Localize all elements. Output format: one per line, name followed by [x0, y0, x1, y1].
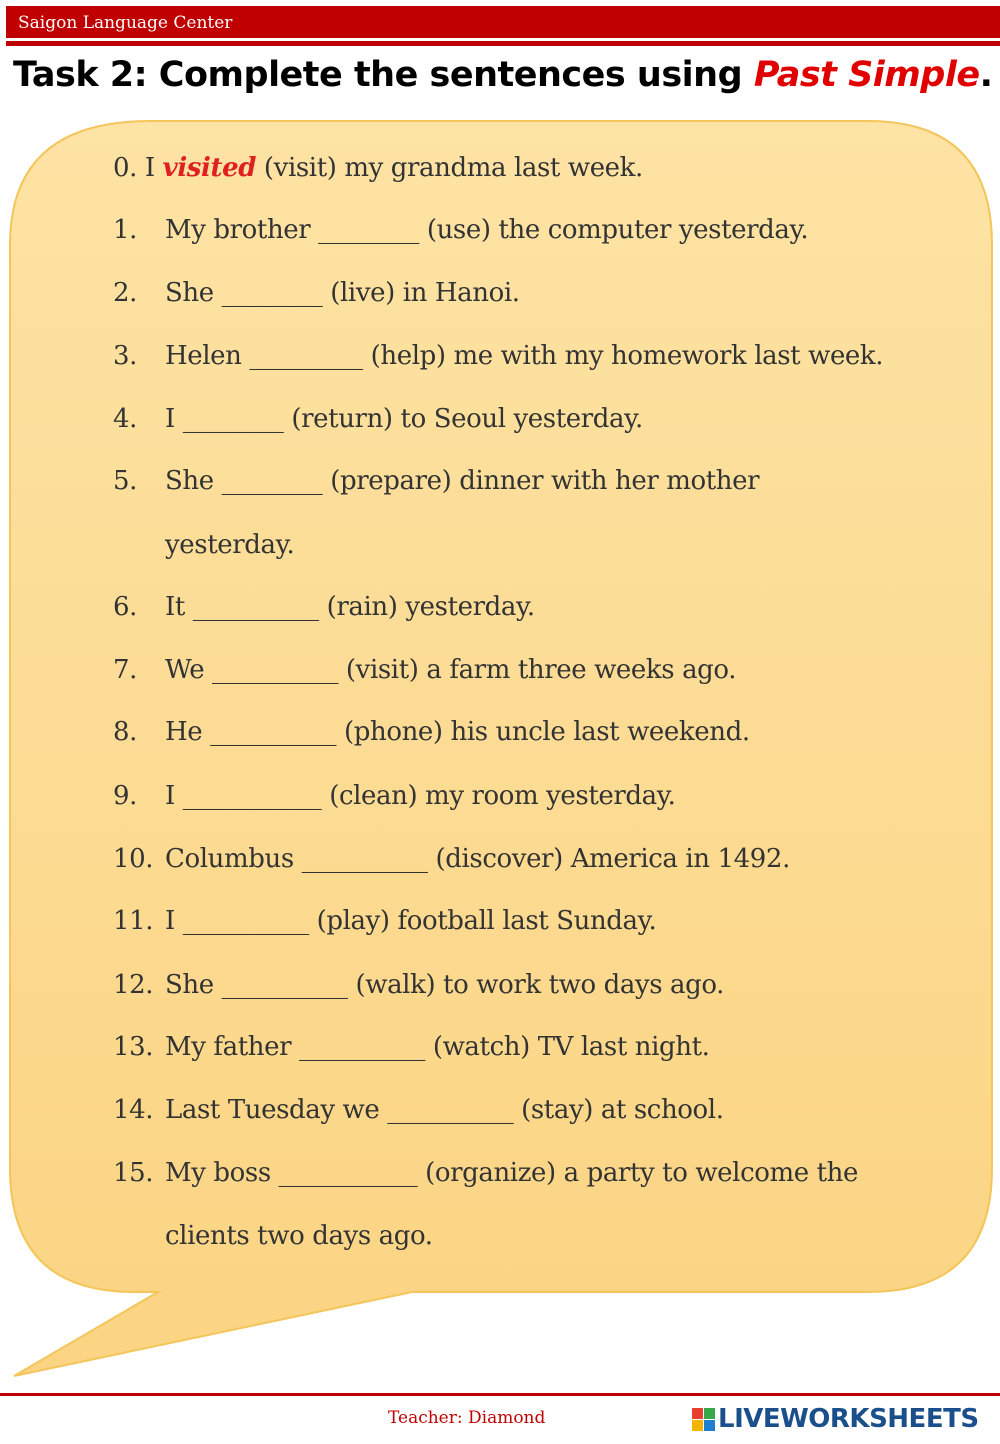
item-text: I ________ (return) to Seoul yesterday.	[165, 404, 643, 434]
item-text: Helen _________ (help) me with my homework last week.	[165, 341, 884, 371]
item-text: She __________ (walk) to work two days ago.	[165, 970, 725, 1000]
example-lead: 0. I	[113, 153, 163, 183]
item-number: 11.	[113, 906, 154, 936]
example-rest: (visit) my grandma last week.	[256, 153, 643, 183]
item-text: He __________ (phone) his uncle last weekend.	[165, 717, 750, 747]
item-text: Last Tuesday we __________ (stay) at school.	[165, 1095, 724, 1125]
item-number: 4.	[113, 404, 138, 434]
task-title-suffix: .	[979, 55, 993, 95]
footer-divider	[0, 1393, 1000, 1396]
liveworksheets-brand: LIVEWORKSHEETS	[718, 1404, 979, 1434]
footer-teacher: Teacher: Diamond	[388, 1408, 546, 1428]
task-title-prefix: Task 2: Complete the sentences using	[13, 55, 754, 95]
example-answer: visited	[162, 153, 257, 183]
item-text: yesterday.	[165, 530, 295, 560]
item-text: She ________ (live) in Hanoi.	[165, 278, 520, 308]
item-text: My father __________ (watch) TV last night.	[165, 1032, 710, 1062]
liveworksheets-logo-icon	[692, 1408, 716, 1432]
item-text: We __________ (visit) a farm three weeks ago.	[165, 655, 737, 685]
item-text: It __________ (rain) yesterday.	[165, 592, 535, 622]
item-text: She ________ (prepare) dinner with her mother	[165, 466, 760, 496]
item-number: 3.	[113, 341, 138, 371]
item-number: 10.	[113, 844, 154, 874]
item-number: 15.	[113, 1158, 154, 1188]
item-text: Columbus __________ (discover) America in 1492.	[165, 844, 790, 874]
header-title: Saigon Language Center	[18, 13, 233, 33]
item-number: 8.	[113, 717, 138, 747]
item-number: 2.	[113, 278, 138, 308]
item-text: clients two days ago.	[165, 1221, 433, 1251]
item-number: 13.	[113, 1032, 154, 1062]
item-number: 9.	[113, 781, 138, 811]
item-number: 12.	[113, 970, 154, 1000]
item-text: I __________ (play) football last Sunday.	[165, 906, 657, 936]
item-text: I ___________ (clean) my room yesterday.	[165, 781, 676, 811]
item-number: 1.	[113, 215, 138, 245]
example-sentence	[113, 153, 643, 183]
item-number: 7.	[113, 655, 138, 685]
item-number: 5.	[113, 466, 138, 496]
item-text: My boss ___________ (organize) a party to welcome the	[165, 1158, 858, 1188]
item-number: 14.	[113, 1095, 154, 1125]
task-title-emphasis: Past Simple	[753, 55, 980, 95]
item-number: 6.	[113, 592, 138, 622]
item-text: My brother ________ (use) the computer yesterday.	[165, 215, 809, 245]
